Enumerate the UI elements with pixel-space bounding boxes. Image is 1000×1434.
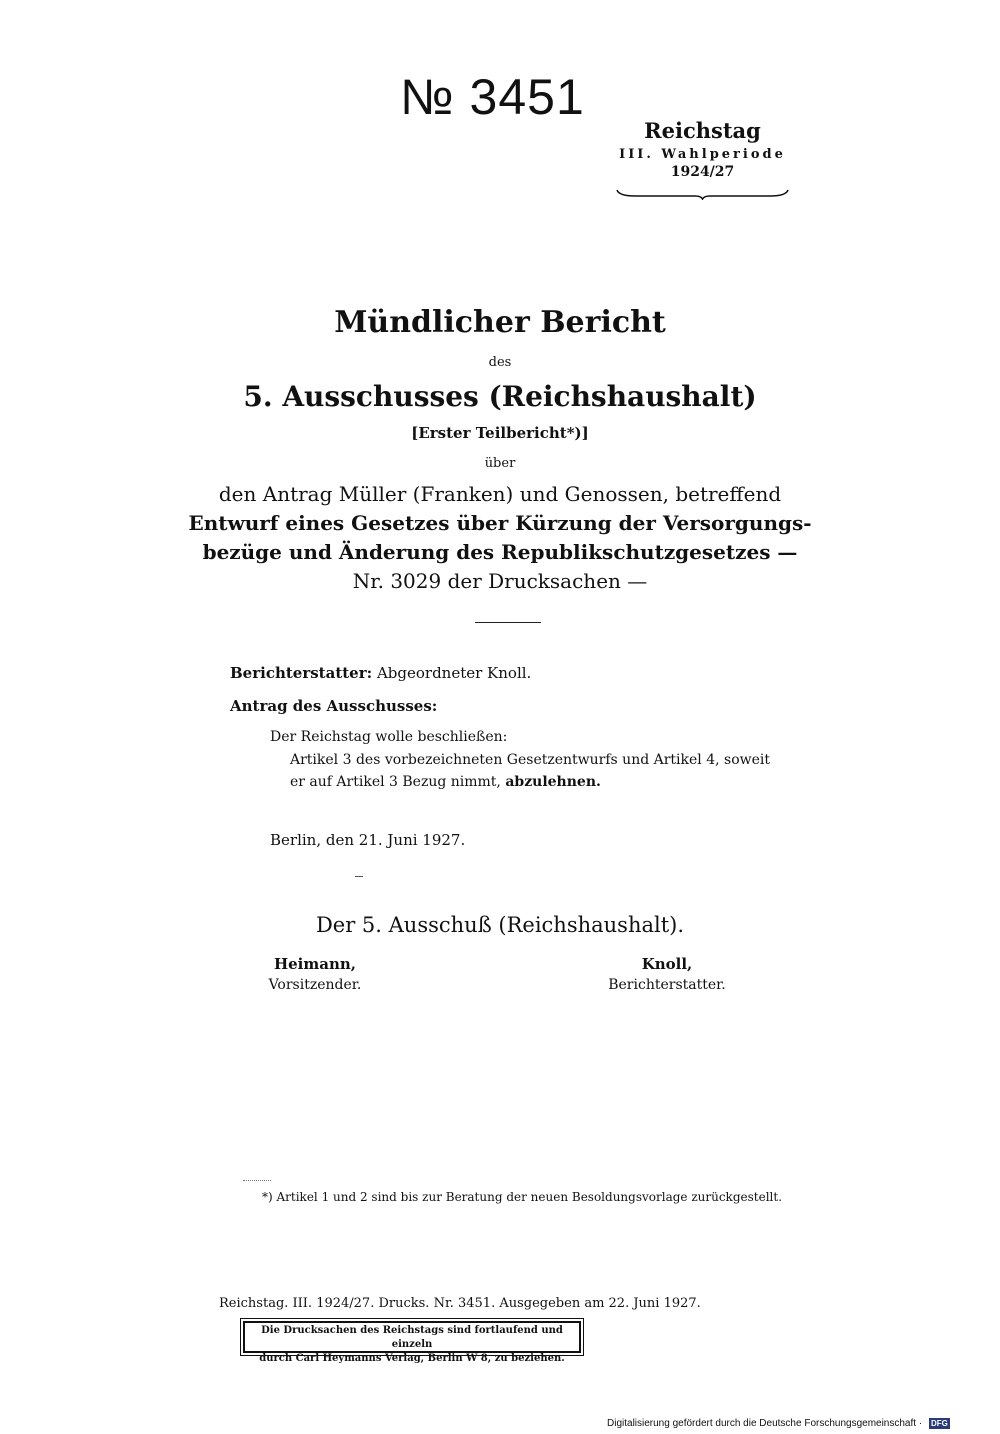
footnote-separator (243, 1180, 271, 1181)
motion-text-line (290, 774, 601, 790)
report-title: Mündlicher Bericht (334, 305, 666, 340)
signature-rapporteur (567, 955, 767, 993)
colophon: Reichstag. III. 1924/27. Drucks. Nr. 3451. Ausgegeben am 22. Juni 1927. (219, 1296, 701, 1311)
signature-heading: Der 5. Ausschuß (Reichshaushalt). (315, 913, 685, 937)
sub-report-label: [Erster Teilbericht*)] (411, 424, 589, 442)
subject-line: den Antrag Müller (Franken) und Genossen, betreffend (218, 482, 782, 506)
distribution-line: Die Drucksachen des Reichstags sind fortlaufend und einzeln (261, 1325, 563, 1350)
distribution-line: durch Carl Heymanns Verlag, Berlin W 8, zu beziehen. (259, 1353, 565, 1364)
document-number: № 3451 (400, 69, 585, 125)
digitization-credit (607, 1418, 950, 1429)
reichstag-title: Reichstag (644, 118, 761, 143)
motion-intro: Der Reichstag wolle beschließen: (270, 729, 508, 745)
distribution-box (243, 1321, 581, 1364)
committee-title: 5. Ausschusses (Reichshaushalt) (243, 380, 757, 413)
rapporteur-label: Berichterstatter: (230, 664, 373, 682)
reichstag-header (615, 118, 790, 180)
signature-name: Heimann, (273, 955, 357, 973)
subject-line: bezüge und Änderung des Republikschutzgesetzes — (202, 540, 798, 564)
separator-rule (475, 622, 541, 623)
rapporteur-value: Abgeordneter Knoll. (376, 664, 532, 682)
date-line: Berlin, den 21. Juni 1927. (270, 831, 466, 849)
header-brace (615, 188, 790, 200)
signature-chair (215, 955, 415, 993)
dfg-logo-icon: DFG (930, 1419, 948, 1428)
motion-heading: Antrag des Ausschusses: (230, 697, 438, 715)
subject-line: Entwurf eines Gesetzes über Kürzung der Versorgungs- (188, 511, 812, 535)
signature-name: Knoll, (641, 955, 693, 973)
legislative-period: III. Wahlperiode (619, 147, 786, 162)
ueber-line: über (484, 456, 516, 471)
signature-role: Vorsitzender. (268, 977, 362, 993)
footnote: *) Artikel 1 und 2 sind bis zur Beratung der neuen Besoldungsvorlage zurückgestellt. (262, 1190, 783, 1204)
motion-text-line: Artikel 3 des vorbezeichneten Gesetzentwurfs und Artikel 4, soweit (290, 752, 771, 768)
subject-line: Nr. 3029 der Drucksachen — (352, 569, 648, 593)
credit-text: Digitalisierung gefördert durch die Deutsche Forschungsgemeinschaft · (607, 1418, 923, 1430)
small-dash (355, 876, 363, 877)
motion-text: er auf Artikel 3 Bezug nimmt, (290, 774, 501, 790)
des-line: des (488, 355, 512, 370)
rapporteur-line (230, 664, 531, 682)
signature-role: Berichterstatter. (608, 977, 726, 993)
motion-decision: abzulehnen. (505, 774, 601, 790)
period-years: 1924/27 (670, 164, 735, 180)
